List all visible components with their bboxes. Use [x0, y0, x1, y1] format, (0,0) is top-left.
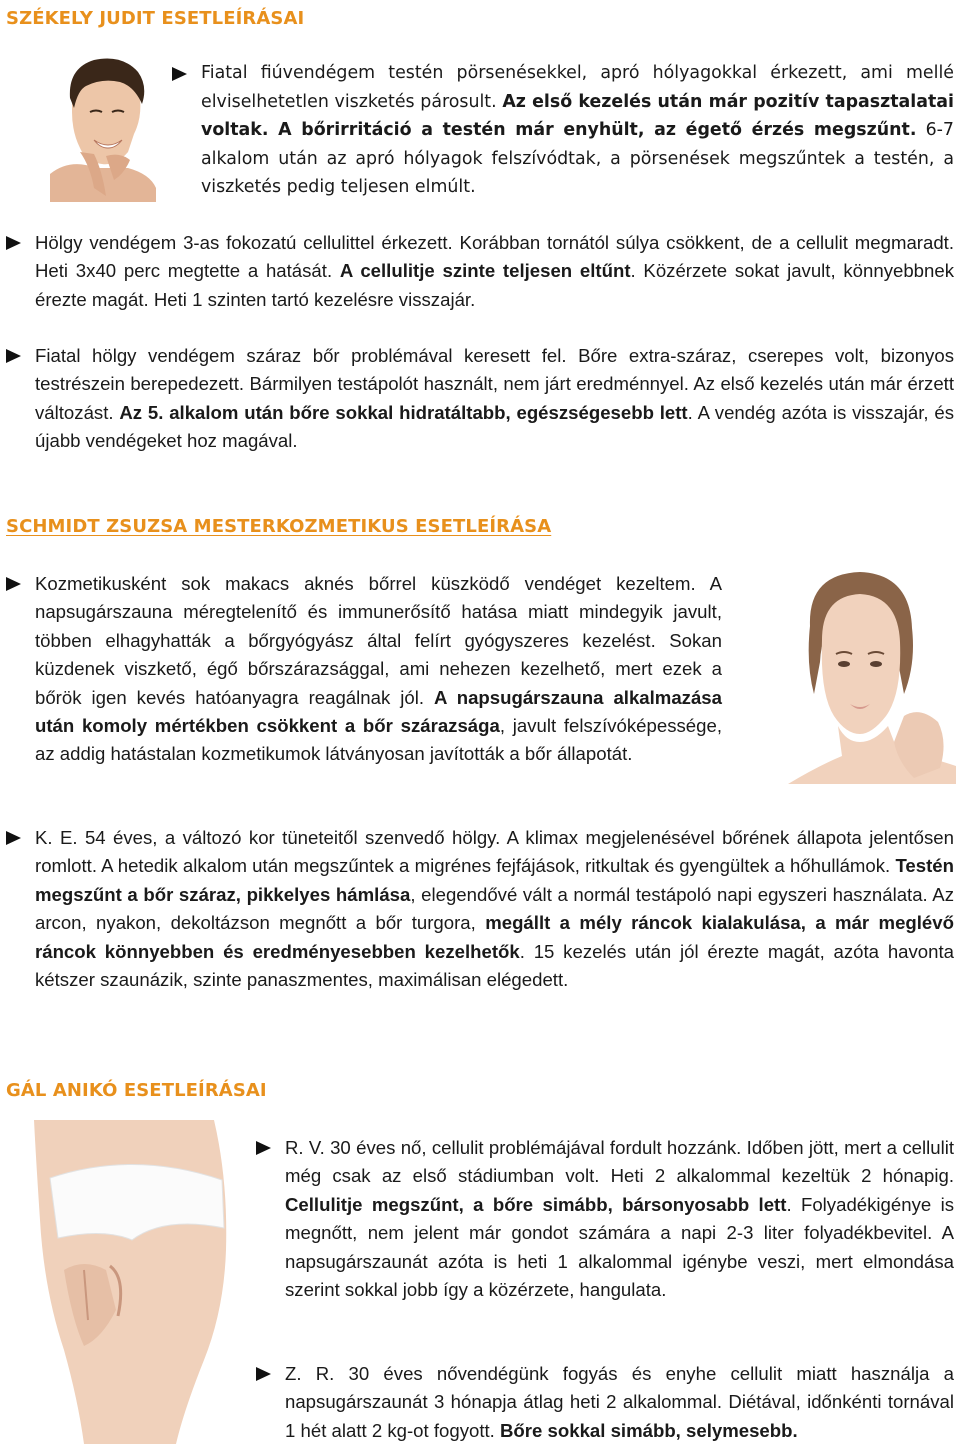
bullet-3-1 — [256, 1141, 271, 1155]
case-text: Z. R. 30 éves nővendégünk fogyás és enyhe cellulit miatt használja a napsugárszaunát 3 hónapja átlag heti 2 alkalommal. Diétával, időnkénti tornával 1 hét alatt 2 kg-ot fogyott. Bőre sokkal simább, selymesebb. — [285, 1363, 954, 1441]
bullet-1-1 — [172, 67, 187, 81]
section-heading-schmidt: SCHMIDT ZSUZSA MESTERKOZMETIKUS ESETLEÍRÁSA — [6, 516, 552, 537]
bullet-2-2 — [6, 831, 21, 845]
case-text: R. V. 30 éves nő, cellulit problémájával fordult hozzánk. Időben jött, mert a cellulit még csak az első stádiumban volt. Heti 2 alkalommal kezeltük 2 hónapig. Cellulitje megszűnt, a bőre simább, bársonyosabb lett. Folyadékigénye is megnőtt, nem jelent már gondot számára a napi 2-3 liter folyadékbevitel. A napsugárszaunát azóta is heti 1 alkalommal igénybe veszi, mert elmondása szerint sokkal jobb így a közérzete, hangulata. — [285, 1137, 954, 1301]
bullet-1-2 — [6, 236, 21, 250]
section-heading-szekely: SZÉKELY JUDIT ESETLEÍRÁSAI — [6, 8, 305, 29]
young-man-photo — [50, 56, 156, 202]
bullet-1-3 — [6, 349, 21, 363]
case-text: K. E. 54 éves, a változó kor tüneteitől szenvedő hölgy. A klimax megjelenésével bőrének állapota jelentősen romlott. A hetedik alkalom után megszűntek a migrénes fejfájások, ritkultak és gyengültek a hőhullámok. Testén megszűnt a bőr száraz, pikkelyes hámlása, elegendővé vált a normál testápoló napi egyszeri használata. Az arcon, nyakon, dekoltázson megnőtt a bőr turgora, megállt a mély ráncok kialakulása, a már meglévő ráncok könnyebben és eredményesebben kezelhetők. 15 kezelés után jól érezte magát, azóta havonta kétszer szaunázik, szinte panaszmentes, maximálisan elégedett. — [35, 827, 955, 991]
cellulite-body-photo — [14, 1120, 244, 1444]
case-text: Fiatal hölgy vendégem száraz bőr problémával keresett fel. Bőre extra-száraz, cserepes volt, bizonyos testrészein berepedezett. Bármilyen testápolót használt, nem járt eredménnyel. Az első kezelés után már érzett változást. Az 5. alkalom után bőre sokkal hidratáltabb, egészségesebb lett. A vendég azóta is visszajár, és újabb vendégeket hoz magával. — [35, 345, 955, 452]
case-text: Fiatal fiúvendégem testén pörsenésekkel, apró hólyagokkal érkezett, ami mellé elviselhetetlen viszketés párosult. Az első kezelés után már pozitív tapasztalatai voltak. A bőrirritáció a testén már enyhült, az égető érzés megszűnt. 6-7 alkalom után az apró hólyagok felszívódtak, a pörsenések megszűntek a testén, a viszketés pedig teljesen elmúlt. — [201, 63, 954, 198]
case-text: Kozmetikusként sok makacs aknés bőrrel küszködő vendéget kezeltem. A napsugárszauna méregtelenítő és immunerősítő hatása miatt mindegyik javult, többen elhagyhatták a bőrgyógyász által felírt gyógyszeres kezelést. Sokan küzdenek viszkető, égő bőrszárazsággal, ami nehezen kezelhető, mert ezek a bőrök igen kevés hatóanyagra reagálnak jól. A napsugárszauna alkalmazása után komoly mértékben csökkent a bőr szárazsága, javult felszívóképessége, az addig hatástalan kozmetikumok látványosan javították a bőr állapotát. — [35, 573, 722, 765]
section-heading-gal: GÁL ANIKÓ ESETLEÍRÁSAI — [6, 1080, 267, 1101]
bullet-3-2 — [256, 1367, 271, 1381]
woman-portrait-photo — [748, 566, 956, 784]
case-text: Hölgy vendégem 3-as fokozatú cellulittel érkezett. Korábban tornától súlya csökkent, de a cellulit megmaradt. Heti 3x40 perc megtette a hatását. A cellulitje szinte teljesen eltűnt. Közérzete sokat javult, könnyebbnek érezte magát. Heti 1 szinten tartó kezelésre visszajár. — [35, 232, 954, 310]
bullet-2-1 — [6, 577, 21, 591]
